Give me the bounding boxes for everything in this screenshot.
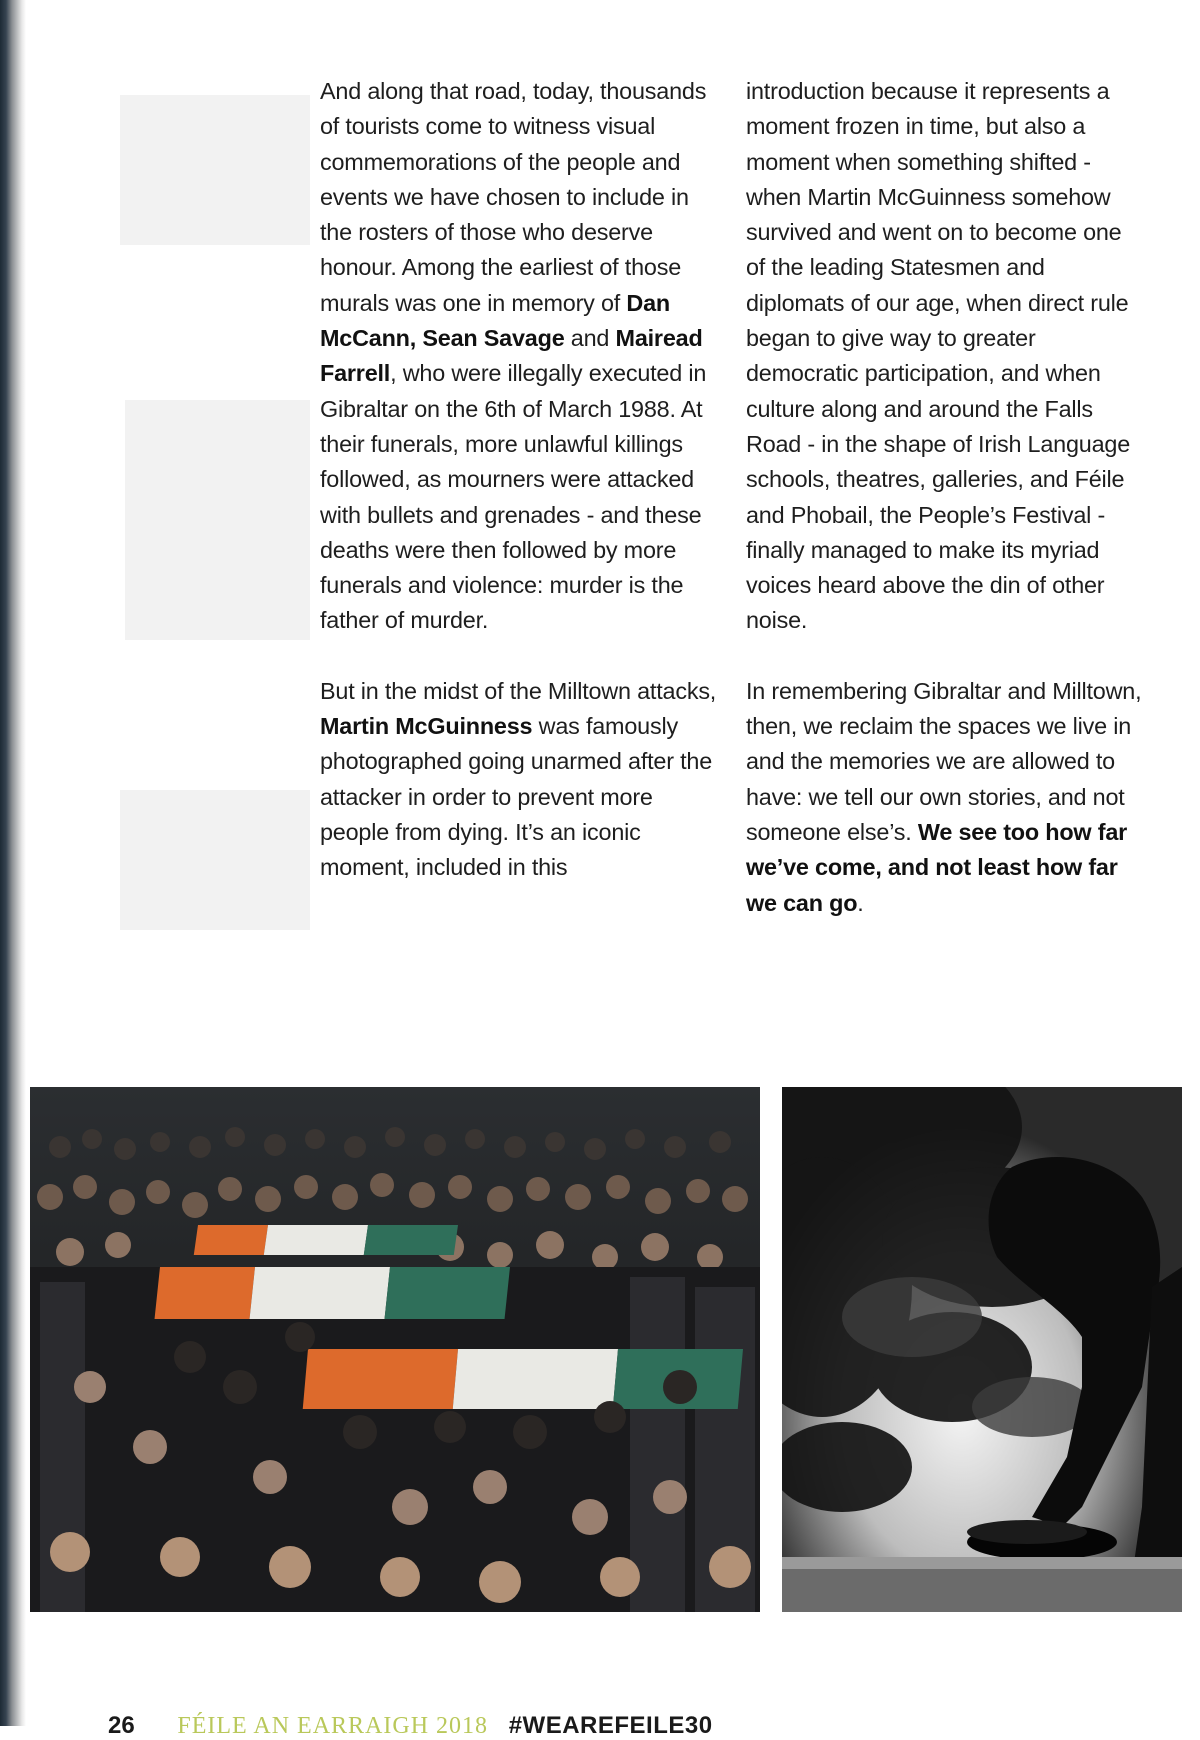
body-text: and [564, 325, 616, 352]
page-number: 26 [108, 1712, 135, 1739]
page-binding-shadow [0, 0, 26, 1726]
right-paragraph-2 [746, 674, 1146, 921]
show-through-block [120, 790, 310, 930]
hashtag: #WEAREFEILE30 [508, 1712, 713, 1739]
body-text: But in the midst of the Milltown attacks, [320, 677, 717, 704]
grenade-photo [782, 1087, 1182, 1612]
article-column-left [320, 74, 718, 886]
emphasis-text: Mairead Farrell [320, 325, 703, 387]
emphasis-text: Dan McCann, Sean Savage [320, 289, 670, 352]
body-text: . [857, 889, 864, 916]
body-text: And along that road, today, thousands of tourists come to witness visual commemorations of the people and events we have chosen to include in the rosters of those who deserve honour. Among the earliest of those murals was one in memory of [320, 78, 707, 316]
show-through-block [120, 95, 310, 245]
page-footer [108, 1712, 713, 1740]
funeral-photo [30, 1087, 760, 1612]
body-text: was famously photographed going unarmed after the attacker in order to prevent more people from dying. It’s an iconic moment, included in this [320, 713, 713, 881]
article-column-right [746, 74, 1146, 921]
funeral-photo-image [30, 1087, 760, 1612]
show-through-block [125, 400, 310, 640]
body-text: In remembering Gibraltar and Milltown, then, we reclaim the spaces we live in and the memories we are allowed to have: we tell our own stories, and not someone else’s. [746, 677, 1142, 845]
grenade-photo-image [782, 1087, 1182, 1612]
right-paragraph-1 [746, 74, 1146, 639]
left-paragraph-2 [320, 674, 718, 886]
left-paragraph-1 [320, 74, 718, 639]
body-text: , who were illegally executed in Gibraltar on the 6th of March 1988. At their funerals, more unlawful killings followed, as mourners were attacked with bullets and grenades - and these deaths were then followed by more funerals and violence: murder is the father of murder. [320, 360, 707, 634]
event-name: FÉILE AN EARRAIGH 2018 [177, 1713, 489, 1739]
emphasis-text: We see too how far we’ve come, and not least how far we can go [746, 818, 1128, 916]
emphasis-text: Martin McGuinness [320, 713, 533, 740]
body-text: introduction because it represents a moment frozen in time, but also a moment when something shifted - when Martin McGuinness somehow survived and went on to become one of the leading Statesmen and diplomats of our age, when direct rule began to give way to greater democratic participation, and when culture along and around the Falls Road - in the shape of Irish Language schools, theatres, galleries, and Féile and Phobail, the People’s Festival - finally managed to make its myriad voices heard above the din of other noise. [746, 78, 1131, 634]
